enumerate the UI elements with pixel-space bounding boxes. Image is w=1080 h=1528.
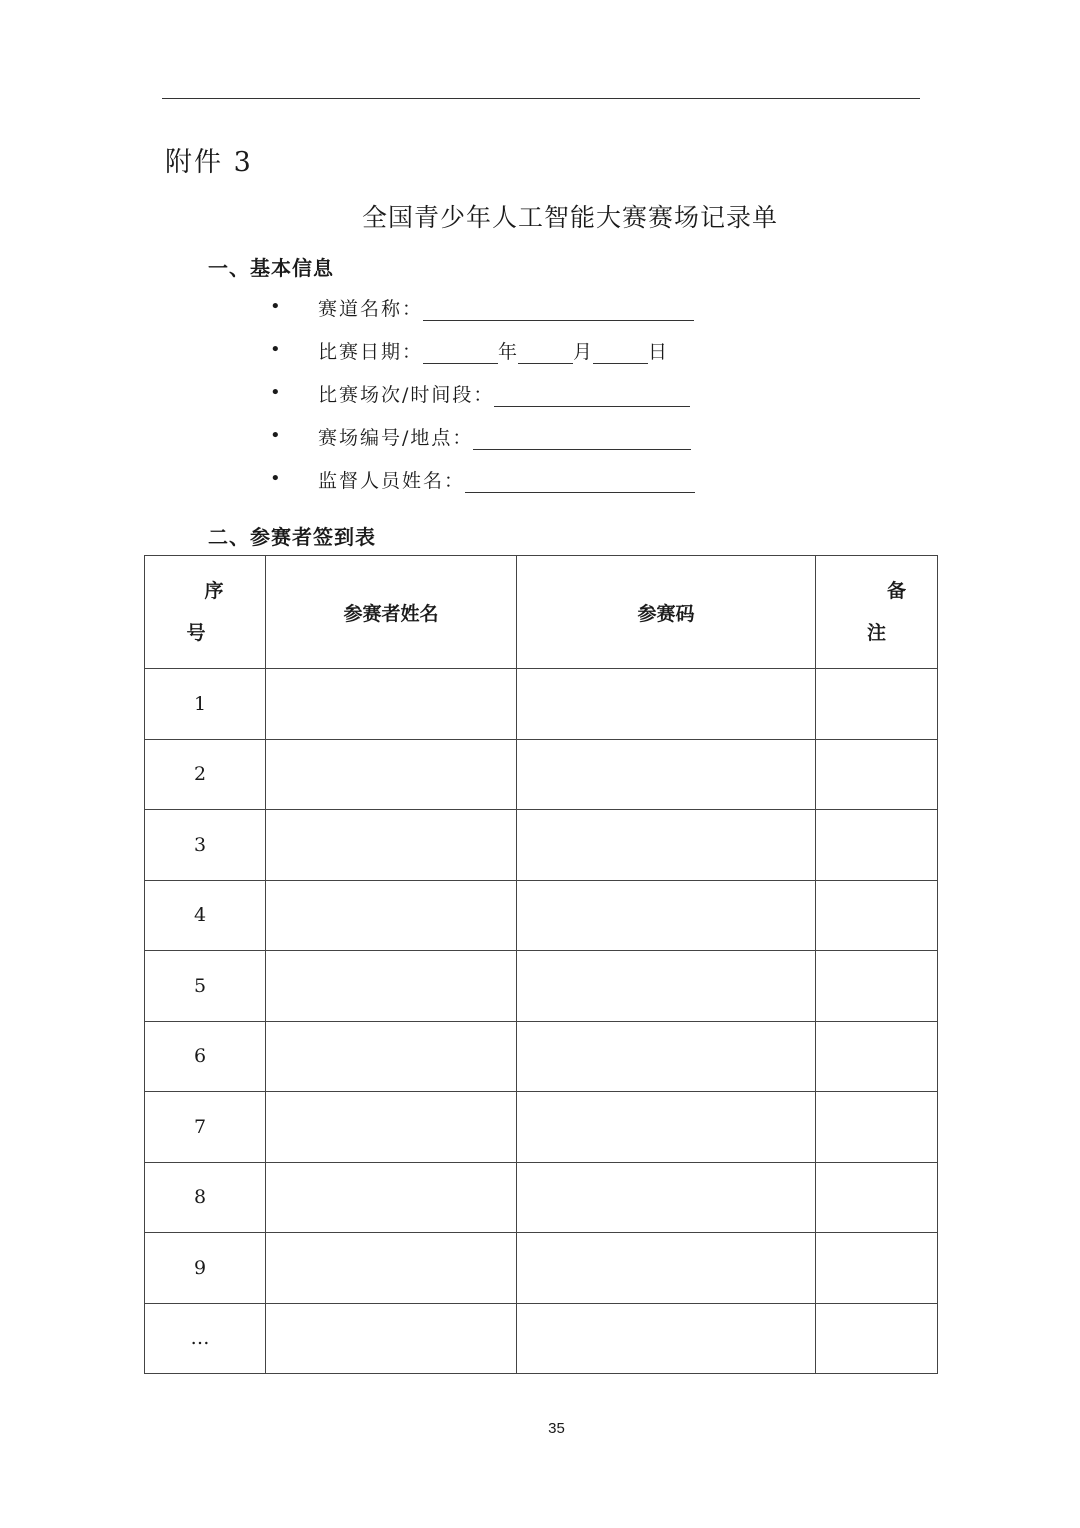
fill-blank-month[interactable] — [518, 339, 573, 364]
cell-participant-name[interactable] — [266, 1162, 517, 1233]
table-row — [145, 1303, 938, 1374]
cell-participant-name[interactable] — [266, 1092, 517, 1163]
column-header-code: 参赛码 — [517, 556, 816, 669]
table-row — [145, 669, 938, 740]
cell-note[interactable] — [816, 669, 938, 740]
unit-day: 日 — [648, 341, 669, 363]
row-seq: 8 — [145, 1162, 266, 1233]
table-row — [145, 810, 938, 881]
field-session — [270, 377, 690, 407]
field-label: 赛场编号/地点： — [318, 427, 474, 449]
cell-participant-code[interactable] — [517, 1092, 816, 1163]
cell-participant-name[interactable] — [266, 810, 517, 881]
cell-note[interactable] — [816, 1092, 938, 1163]
cell-participant-name[interactable] — [266, 669, 517, 740]
field-label: 赛道名称： — [318, 298, 424, 320]
table-header-row — [145, 556, 938, 669]
row-seq: 4 — [145, 880, 266, 951]
field-venue — [270, 420, 691, 450]
cell-note[interactable] — [816, 1233, 938, 1304]
cell-participant-code[interactable] — [517, 810, 816, 881]
cell-note[interactable] — [816, 1303, 938, 1374]
header-note-char-1: 备 — [886, 580, 906, 602]
field-match-date — [270, 334, 668, 364]
field-label: 比赛日期： — [318, 341, 424, 363]
signin-table — [144, 555, 938, 1374]
column-header-note — [816, 556, 938, 669]
fill-blank-year[interactable] — [423, 339, 498, 364]
cell-participant-name[interactable] — [266, 1233, 517, 1304]
cell-note[interactable] — [816, 880, 938, 951]
header-note-char-2: 注 — [866, 622, 886, 644]
bullet-icon: • — [270, 339, 281, 360]
row-seq: 5 — [145, 951, 266, 1022]
cell-participant-code[interactable] — [517, 1021, 816, 1092]
unit-year: 年 — [498, 341, 519, 363]
cell-participant-code[interactable] — [517, 880, 816, 951]
cell-participant-code[interactable] — [517, 1162, 816, 1233]
row-seq: 1 — [145, 669, 266, 740]
field-label: 监督人员姓名： — [318, 470, 466, 492]
table-row — [145, 1233, 938, 1304]
table-row — [145, 1162, 938, 1233]
field-track-name — [270, 291, 694, 321]
table-row — [145, 1092, 938, 1163]
table-row — [145, 1021, 938, 1092]
field-supervisor — [270, 463, 695, 493]
cell-participant-name[interactable] — [266, 1021, 517, 1092]
header-seq-char-1: 序 — [204, 580, 224, 602]
header-seq-char-2: 号 — [186, 622, 206, 644]
cell-participant-name[interactable] — [266, 951, 517, 1022]
column-header-name: 参赛者姓名 — [266, 556, 517, 669]
cell-note[interactable] — [816, 1021, 938, 1092]
cell-note[interactable] — [816, 951, 938, 1022]
bullet-icon: • — [270, 425, 281, 446]
fill-blank[interactable] — [465, 468, 695, 493]
row-seq: … — [145, 1303, 266, 1374]
bullet-icon: • — [270, 382, 281, 403]
header-rule — [162, 98, 920, 99]
cell-participant-code[interactable] — [517, 739, 816, 810]
fill-blank[interactable] — [473, 425, 691, 450]
fill-blank[interactable] — [494, 382, 690, 407]
cell-participant-code[interactable] — [517, 951, 816, 1022]
attachment-label: 附件 3 — [165, 147, 253, 178]
cell-participant-name[interactable] — [266, 880, 517, 951]
cell-note[interactable] — [816, 1162, 938, 1233]
bullet-icon: • — [270, 296, 281, 317]
table-row — [145, 739, 938, 810]
column-header-seq — [145, 556, 266, 669]
bullet-icon: • — [270, 468, 281, 489]
unit-month: 月 — [573, 341, 594, 363]
row-seq: 2 — [145, 739, 266, 810]
row-seq: 6 — [145, 1021, 266, 1092]
row-seq: 9 — [145, 1233, 266, 1304]
cell-note[interactable] — [816, 739, 938, 810]
table-row — [145, 951, 938, 1022]
cell-participant-name[interactable] — [266, 739, 517, 810]
fill-blank[interactable] — [423, 296, 694, 321]
page-number: 35 — [548, 1420, 565, 1437]
cell-participant-code[interactable] — [517, 1303, 816, 1374]
section-heading-signin: 二、参赛者签到表 — [208, 525, 376, 549]
cell-participant-code[interactable] — [517, 1233, 816, 1304]
cell-note[interactable] — [816, 810, 938, 881]
cell-participant-code[interactable] — [517, 669, 816, 740]
field-label: 比赛场次/时间段： — [318, 384, 495, 406]
row-seq: 3 — [145, 810, 266, 881]
row-seq: 7 — [145, 1092, 266, 1163]
cell-participant-name[interactable] — [266, 1303, 517, 1374]
section-heading-basic-info: 一、基本信息 — [208, 256, 334, 280]
form-title: 全国青少年人工智能大赛赛场记录单 — [361, 203, 778, 232]
fill-blank-day[interactable] — [593, 339, 648, 364]
table-row — [145, 880, 938, 951]
